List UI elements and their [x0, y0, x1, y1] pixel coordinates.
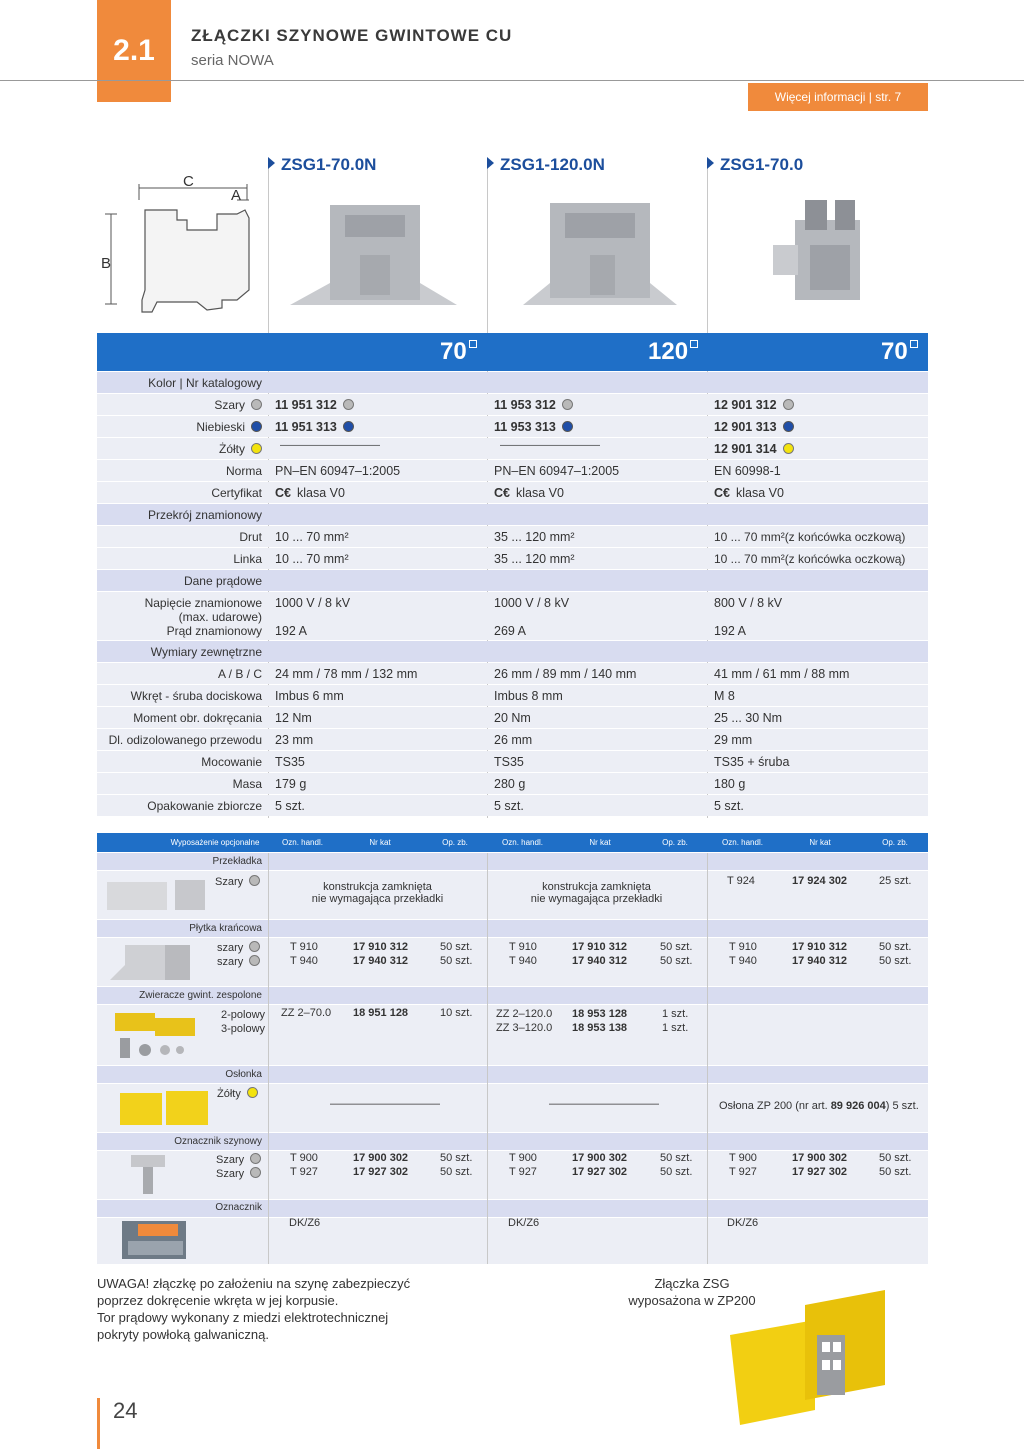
c3-ozn-ozn: T 900 T 927: [729, 1152, 757, 1178]
grey-dot-icon: [250, 1167, 261, 1178]
c1-konstrukcja: konstrukcja zamknięta nie wymagająca przekładki: [311, 881, 444, 905]
c2-ozn-op: 50 szt. 50 szt.: [660, 1152, 693, 1178]
c1-abc: 24 mm / 78 mm / 132 mm: [275, 667, 418, 681]
c1-plytka-ozn: T 910 T 940: [290, 941, 318, 967]
header-divider: [0, 80, 1024, 81]
col-divider: [487, 853, 488, 1264]
c2-konstrukcja: konstrukcja zamknięta nie wymagająca przekładki: [530, 881, 663, 905]
yellow-dot-icon: [247, 1087, 258, 1098]
acc-head-op: Op. zb.: [662, 838, 688, 847]
ce-mark-icon: C€: [714, 486, 730, 500]
c1-niebieski: 11 951 313: [275, 420, 354, 434]
label-przekroj: Przekrój znamionowy: [147, 508, 262, 522]
c1-zolty-none: ——————————: [280, 440, 380, 451]
label-napiecie: Napięcie znamionowe: [144, 596, 262, 610]
acc-zwieracze: Zwieracze gwint. zespolone: [139, 990, 262, 1001]
c1-ozn-op: 50 szt. 50 szt.: [440, 1152, 473, 1178]
c1-prad: 192 A: [275, 624, 307, 638]
yellow-dot-icon: [783, 443, 794, 454]
acc-head-ozn: Ozn. handl.: [502, 838, 543, 847]
label-opak: Opakowanie zbiorcze: [147, 799, 262, 813]
acc-head-ozn: Ozn. handl.: [282, 838, 323, 847]
cross-section-1: 70: [440, 338, 477, 366]
c3-napiecie: 800 V / 8 kV: [714, 596, 783, 610]
cross-section-2: 120: [648, 338, 698, 366]
c2-oslonka-none: ——————————: [549, 1098, 659, 1110]
c3-zolty: 12 901 314: [714, 442, 794, 456]
c1-moment: 12 Nm: [275, 711, 312, 725]
product-caption: Złączka ZSG wyposażona w ZP200: [628, 1276, 756, 1308]
c3-opak: 5 szt.: [714, 799, 744, 813]
product-image-2: [520, 195, 680, 310]
label-kolor: Kolor | Nr katalogowy: [148, 376, 262, 390]
ce-mark-icon: C€: [494, 486, 510, 500]
grey-dot-icon: [343, 399, 354, 410]
label-szary: Szary: [97, 398, 262, 412]
acc-oznacznik-szyn: Oznacznik szynowy: [174, 1136, 262, 1147]
col-divider: [268, 853, 269, 1264]
dim-label-b: B: [101, 255, 112, 272]
c1-ozn-nr: 17 900 302 17 927 302: [353, 1152, 409, 1178]
dim-label-c: C: [183, 173, 194, 190]
c3-moc: TS35 + śruba: [714, 755, 790, 769]
acc-head-ozn: Ozn. handl.: [722, 838, 763, 847]
c2-plytka-ozn: T 910 T 940: [509, 941, 537, 967]
c1-oslonka-none: ——————————: [330, 1098, 440, 1110]
acc-head-op: Op. zb.: [442, 838, 468, 847]
c1-cert: C€ klasa V0: [275, 486, 345, 500]
c3-moment: 25 ... 30 Nm: [714, 711, 783, 725]
c3-t924: T 924: [727, 875, 755, 887]
grey-dot-icon: [249, 955, 260, 966]
label-moment: Moment obr. dokręcania: [133, 711, 262, 725]
c3-plytka-nr: 17 910 312 17 940 312: [792, 941, 848, 967]
oznacznik-image: [120, 1216, 190, 1262]
przekladka-image: [107, 877, 207, 912]
acc-plytka-szary1: szary: [217, 941, 260, 954]
c1-napiecie: 1000 V / 8 kV: [275, 596, 351, 610]
ce-mark-icon: C€: [275, 486, 291, 500]
c1-moc: TS35: [275, 755, 305, 769]
label-wkret: Wkręt - śruba dociskowa: [130, 689, 262, 703]
blue-dot-icon: [343, 421, 354, 432]
label-mocowanie: Mocowanie: [201, 755, 262, 769]
c1-opak: 5 szt.: [275, 799, 305, 813]
acc-plytka: Płytka krańcowa: [189, 923, 262, 934]
acc-plytka-szary2: szary: [217, 955, 260, 968]
zwieracze-image: [110, 1008, 205, 1063]
label-niebieski: Niebieski: [97, 420, 262, 434]
c1-masa: 179 g: [275, 777, 307, 791]
c1-plytka-op: 50 szt. 50 szt.: [440, 941, 473, 967]
acc-head-nr: Nr kat: [369, 838, 391, 847]
acc-ozn-szary1: Szary: [216, 1153, 261, 1166]
page-title: ZŁĄCZKI SZYNOWE GWINTOWE CU: [191, 26, 513, 45]
dim-label-a: A: [231, 187, 242, 204]
oslonka-image: [118, 1088, 213, 1128]
c1-dl: 23 mm: [275, 733, 314, 747]
c2-niebieski: 11 953 313: [494, 420, 573, 434]
c1-zz-nr: 18 951 128: [353, 1007, 409, 1019]
c2-napiecie: 1000 V / 8 kV: [494, 596, 570, 610]
acc-przekladka: Przekładka: [212, 856, 262, 867]
acc-head-nr: Nr kat: [809, 838, 831, 847]
c3-norma: EN 60998-1: [714, 464, 781, 478]
label-norma: Norma: [225, 464, 262, 478]
c1-linka: 10 ... 70 mm²: [275, 552, 349, 566]
label-napiecie-max: (max. udarowe): [178, 610, 262, 624]
more-info-link[interactable]: Więcej informacji | str. 7: [748, 83, 928, 111]
product-image-1: [285, 195, 460, 310]
c3-niebieski: 12 901 313: [714, 420, 794, 434]
cross-section-band: [97, 333, 928, 371]
blue-dot-icon: [562, 421, 573, 432]
c1-norma: PN–EN 60947–1:2005: [275, 464, 401, 478]
label-certyfikat: Certyfikat: [211, 486, 262, 500]
acc-oznacznik: Oznacznik: [215, 1202, 262, 1213]
acc-zwieracze-types: 2-polowy 3-polowy: [221, 1009, 266, 1035]
c3-cert: C€ klasa V0: [714, 486, 784, 500]
c1-oznacznik: DK/Z6: [289, 1217, 321, 1229]
c1-zz-ozn: ZZ 2–70.0: [281, 1007, 332, 1019]
c2-zz-op: 1 szt. 1 szt.: [662, 1008, 689, 1034]
product-title-1: ZSG1-70.0N: [268, 155, 376, 175]
grey-dot-icon: [783, 399, 794, 410]
c2-opak: 5 szt.: [494, 799, 524, 813]
c3-linka: 10 ... 70 mm²(z końcówka oczkową): [714, 552, 906, 566]
acc-ozn-szary2: Szary: [216, 1167, 261, 1180]
c2-cert: C€ klasa V0: [494, 486, 564, 500]
c2-zolty-none: ——————————: [500, 440, 600, 451]
c2-linka: 35 ... 120 mm²: [494, 552, 575, 566]
arrow-icon: [707, 157, 714, 169]
c2-zz-nr: 18 953 128 18 953 138: [572, 1008, 628, 1034]
c2-szary: 11 953 312: [494, 398, 573, 412]
c3-plytka-op: 50 szt. 50 szt.: [879, 941, 912, 967]
blue-dot-icon: [251, 421, 262, 432]
c2-plytka-nr: 17 910 312 17 940 312: [572, 941, 628, 967]
acc-oslonka-color: Żółty: [217, 1087, 258, 1100]
c2-masa: 280 g: [494, 777, 526, 791]
c2-moment: 20 Nm: [494, 711, 531, 725]
c3-wkret: M 8: [714, 689, 735, 703]
acc-przekladka-color: Szary: [215, 875, 260, 888]
c2-moc: TS35: [494, 755, 524, 769]
c3-szary: 12 901 312: [714, 398, 794, 412]
product-title-2: ZSG1-120.0N: [487, 155, 605, 175]
blue-dot-icon: [783, 421, 794, 432]
label-linka: Linka: [233, 552, 262, 566]
label-zolty: Żółty: [97, 442, 262, 456]
label-drut: Drut: [239, 530, 262, 544]
product-title-3: ZSG1-70.0: [707, 155, 803, 175]
c3-drut: 10 ... 70 mm²(z końcówka oczkową): [714, 530, 906, 544]
col-divider: [707, 853, 708, 1264]
zsg-zp200-image: [725, 1290, 895, 1430]
c3-prad: 192 A: [714, 624, 746, 638]
product-image-3: [765, 190, 875, 305]
c2-abc: 26 mm / 89 mm / 140 mm: [494, 667, 637, 681]
c3-oznacznik: DK/Z6: [727, 1217, 759, 1229]
c3-t924-op: 25 szt.: [879, 875, 912, 887]
c3-dl: 29 mm: [714, 733, 753, 747]
warning-note: UWAGA! złączkę po założeniu na szynę zabezpieczyć poprzez dokręcenie wkręta w jej korpusie. Tor prądowy wykonany z miedzi elektrotechnicznej pokryty powłoką galwaniczną.: [97, 1276, 411, 1342]
c1-zz-op: 10 szt.: [440, 1007, 473, 1019]
c3-plytka-ozn: T 910 T 940: [729, 941, 757, 967]
c3-abc: 41 mm / 61 mm / 88 mm: [714, 667, 850, 681]
grey-dot-icon: [249, 875, 260, 886]
cross-section-3: 70: [881, 338, 918, 366]
label-masa: Masa: [232, 777, 262, 791]
c1-wkret: Imbus 6 mm: [275, 689, 344, 703]
c2-wkret: Imbus 8 mm: [494, 689, 563, 703]
acc-head-op: Op. zb.: [882, 838, 908, 847]
c1-drut: 10 ... 70 mm²: [275, 530, 349, 544]
c1-plytka-nr: 17 910 312 17 940 312: [353, 941, 409, 967]
c3-masa: 180 g: [714, 777, 746, 791]
oznacznik-szyn-image: [128, 1152, 168, 1196]
c3-oslonka: Osłona ZP 200 (nr art. 89 926 004) 5 szt.: [719, 1100, 919, 1112]
page-marker: [97, 1398, 100, 1449]
c2-drut: 35 ... 120 mm²: [494, 530, 575, 544]
arrow-icon: [487, 157, 494, 169]
grey-dot-icon: [562, 399, 573, 410]
c3-ozn-nr: 17 900 302 17 927 302: [792, 1152, 848, 1178]
label-wymiary: Wymiary zewnętrzne: [150, 645, 262, 659]
c2-oznacznik: DK/Z6: [508, 1217, 540, 1229]
label-dl: Dl. odizolowanego przewodu: [108, 733, 262, 747]
c2-dl: 26 mm: [494, 733, 533, 747]
c2-ozn-ozn: T 900 T 927: [509, 1152, 537, 1178]
acc-head-nr: Nr kat: [589, 838, 611, 847]
page-number: 24: [113, 1398, 138, 1423]
c3-ozn-op: 50 szt. 50 szt.: [879, 1152, 912, 1178]
c2-ozn-nr: 17 900 302 17 927 302: [572, 1152, 628, 1178]
label-prad: Prąd znamionowy: [166, 624, 262, 638]
c1-szary: 11 951 312: [275, 398, 354, 412]
label-dane: Dane prądowe: [183, 574, 262, 588]
plytka-image: [110, 940, 195, 982]
c2-plytka-op: 50 szt. 50 szt.: [660, 941, 693, 967]
page-subtitle: seria NOWA: [191, 52, 274, 69]
grey-dot-icon: [249, 941, 260, 952]
acc-oslonka: Osłonka: [225, 1069, 262, 1080]
section-number: 2.1: [97, 0, 171, 102]
c3-t924-nr: 17 924 302: [792, 875, 848, 887]
acc-head-wyp: Wyposażenie opcjonalne: [170, 838, 260, 847]
arrow-icon: [268, 157, 275, 169]
c2-norma: PN–EN 60947–1:2005: [494, 464, 620, 478]
grey-dot-icon: [251, 399, 262, 410]
yellow-dot-icon: [251, 443, 262, 454]
c1-ozn-ozn: T 900 T 927: [290, 1152, 318, 1178]
label-abc: A / B / C: [217, 667, 262, 681]
c2-zz-ozn: ZZ 2–120.0 ZZ 3–120.0: [496, 1008, 553, 1034]
c2-prad: 269 A: [494, 624, 526, 638]
grey-dot-icon: [250, 1153, 261, 1164]
